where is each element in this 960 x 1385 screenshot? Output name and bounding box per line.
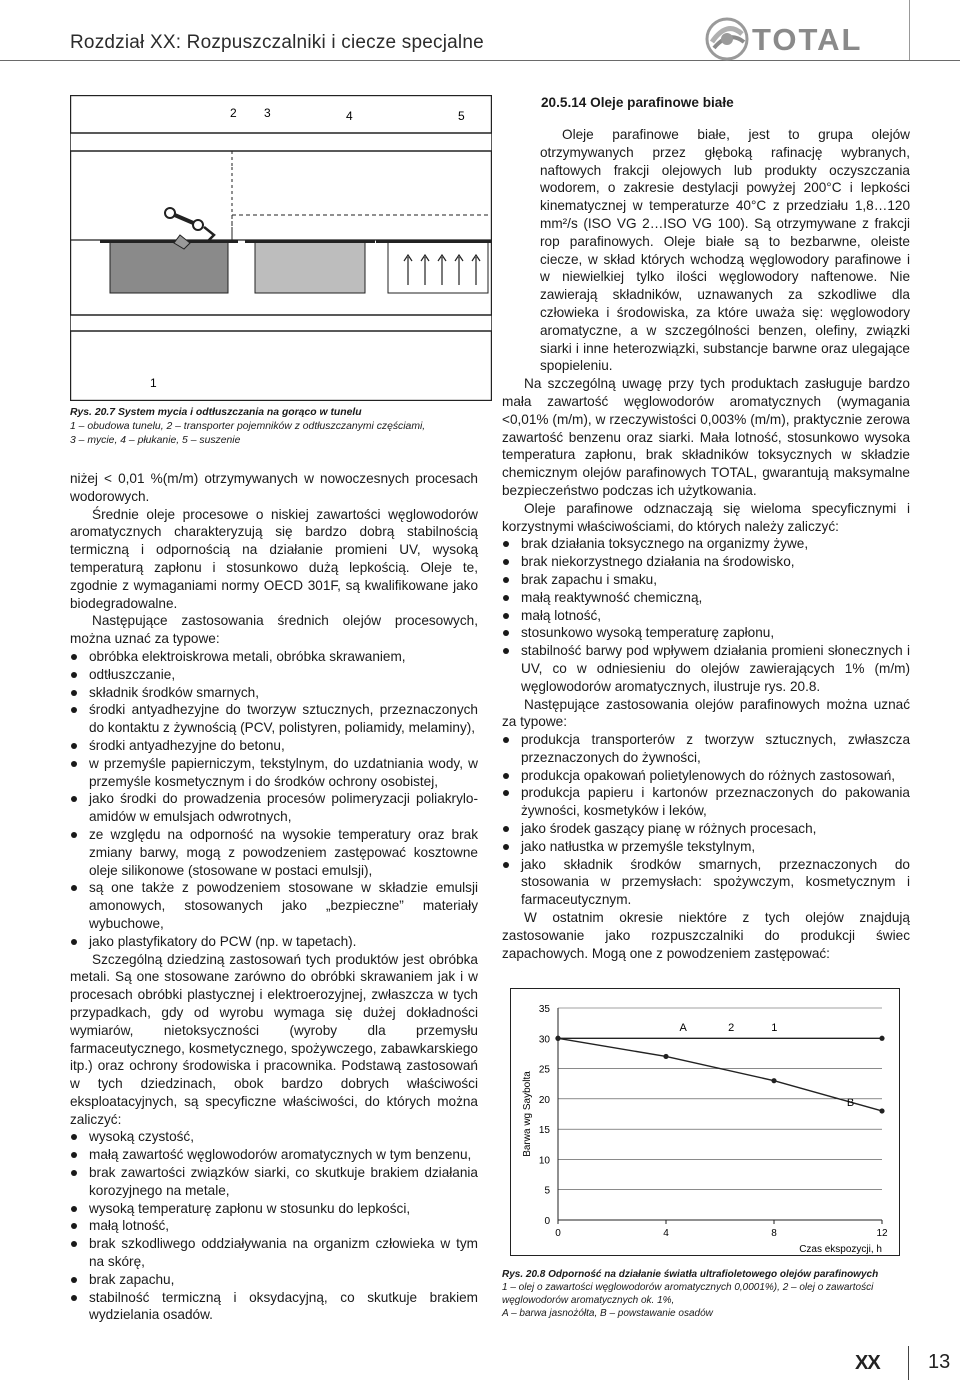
list-item: małą zawartość węglowodorów aromatycznych w tym benzenu, [70, 1146, 478, 1164]
section-title: 20.5.14 Oleje parafinowe białe [541, 95, 734, 110]
list-item: stabilność termiczną i oksydacyjną, co skutkuje brakiem wydzielania osadów. [70, 1289, 478, 1325]
y-tick-label: 15 [538, 1125, 550, 1137]
y-tick-label: 0 [544, 1216, 550, 1227]
list-item: małą lotność, [70, 1217, 478, 1235]
white-oil-applications-list [502, 731, 910, 909]
list-item: brak niekorzystnego działania na środowisko, [502, 553, 910, 571]
diagram-label-1: 1 [150, 376, 157, 390]
figure1-caption-title: Rys. 20.7 System mycia i odtłuszczania na gorąco w tunelu [70, 407, 362, 418]
properties-list [70, 1128, 478, 1324]
list-item: obróbka elektroiskrowa metali, obróbka skrawaniem, [70, 648, 478, 666]
paragraph: Średnie oleje procesowe o niskiej zawartości węglowodorów aromatycznych charakteryzują się bardzo dobrą stabilnością termiczną i odpornością na działanie promieni UV, wysoką temperaturą zapłonu i stosunkowo dużą lepkością. Oleje te, zgodnie z wymaganiami normy OECD 301F, są kwalifikowane jako biodegradowalne. [70, 506, 478, 611]
y-tick-label: 25 [538, 1064, 550, 1076]
tunnel-washing-diagram [70, 95, 492, 401]
paragraph: Następujące zastosowania olejów parafinowych można uznać za typowe: [502, 696, 910, 730]
list-item: są one także z powodzeniem stosowane w składzie emulsji amonowych, stosowanych jako „bezpieczne” materiały wybuchowe, [70, 879, 478, 932]
data-point-2 [879, 1108, 884, 1113]
list-item: produkcja papieru i kartonów przeznaczonych do pakowania żywności, kosmetyków i leków, [502, 784, 910, 820]
left-column [70, 470, 478, 1324]
y-axis-label: Barwa wg Saybolta [522, 1071, 533, 1157]
chart-frame [511, 989, 900, 1256]
uv-resistance-chart [510, 988, 900, 1256]
list-item: brak zapachu, [70, 1271, 478, 1289]
list-item: jako natłustka w przemyśle tekstylnym, [502, 838, 910, 856]
y-tick-label: 30 [538, 1034, 550, 1046]
annotation-A: A [679, 1022, 687, 1035]
data-point-2 [771, 1078, 776, 1083]
list-item: stabilność barwy pod wpływem działania promieni słonecznych i UV, co w odniesieniu do olejów zawierających 1% (m/m) węglowodorów aromatycznych, ilustruje rys. 20.8. [502, 642, 910, 695]
list-item: jako środki do prowadzenia procesów polimeryzacji poliakryloamidów w emulsjach odwrotnych, [70, 790, 478, 826]
list-item: stosunkowo wysoką temperaturę zapłonu, [502, 624, 910, 642]
annotation-1: 1 [771, 1022, 778, 1035]
diagram-label-5: 5 [458, 109, 465, 123]
paragraph: Na szczególną uwagę przy tych produktach zasługuje bardzo mała zawartość węglowodorów aromatycznych (wymagania <0,01% (m/m), w rzeczywistości 0,003% (m/m), praktycznie zerowa zawartość benzenu oraz siarki. Mała lotność, stosunkowo wysoka temperatura zapłonu, brak składników toksycznych w składzie chemicznym olejów parafinowych TOTAL, gwarantują maksymalne bezpieczeństwo podczas ich użytkowania. [502, 376, 910, 498]
page-number: 13 [928, 1351, 951, 1373]
list-item: produkcja opakowań polietylenowych do różnych zastosowań, [502, 767, 910, 785]
annotation-2: 2 [728, 1022, 735, 1035]
list-item: jako środek gaszący pianę w różnych procesach, [502, 820, 910, 838]
paragraph: Oleje parafinowe odznaczają się wieloma specyficznymi i korzystnymi właściwościami, do których należy zaliczyć: [502, 500, 910, 534]
data-point-2 [555, 1036, 560, 1041]
total-logo-text: TOTAL [752, 22, 863, 57]
diagram-label-4: 4 [346, 109, 353, 123]
diagram-label-2: 2 [230, 106, 237, 120]
data-point-2 [663, 1054, 668, 1059]
list-item: małą reaktywność chemiczną, [502, 589, 910, 607]
y-tick-label: 20 [538, 1094, 550, 1106]
x-tick-label: 4 [663, 1228, 669, 1239]
figure2-caption-line: A – barwa jasnożółta, B – powstawanie osadów [502, 1308, 713, 1319]
paragraph: niżej < 0,01 %(m/m) otrzymywanych w nowoczesnych procesach wodorowych. [70, 471, 478, 504]
x-tick-label: 8 [771, 1228, 777, 1239]
list-item: małą lotność, [502, 607, 910, 625]
list-item: wysoką czystość, [70, 1128, 478, 1146]
page-header-title: Rozdział XX: Rozpuszczalniki i ciecze specjalne [70, 32, 484, 53]
x-tick-label: 12 [876, 1228, 888, 1239]
figure1-caption-line: 1 – obudowa tunelu, 2 – transporter pojemników z odtłuszczanymi częściami, [70, 421, 426, 432]
x-axis-label: Czas ekspozycji, h [799, 1244, 882, 1255]
figure2-caption-title: Rys. 20.8 Odporność na działanie światła ultrafioletowego olejów parafinowych [502, 1269, 879, 1280]
header-vertical-rule [909, 0, 910, 60]
paragraph: Następujące zastosowania średnich olejów procesowych, można uznać za typowe: [70, 613, 478, 647]
paragraph: W ostatnim okresie niektóre z tych olejów znajdują zastosowanie jako rozpuszczalniki do produkcji świec zapachowych. Mogą one z powodzeniem zastępować: [502, 910, 910, 961]
list-item: brak działania toksycznego na organizmy żywe, [502, 535, 910, 553]
figure2-caption [502, 1268, 902, 1320]
list-item: składnik środków smarnych, [70, 684, 478, 702]
figure2-caption-line: 1 – olej o zawartości węglowodorów aromatycznych 0,0001%), 2 – olej o zawartości węglowodorów aromatycznych ok. 1%, [502, 1282, 874, 1306]
footer-divider [908, 1346, 909, 1380]
list-item: jako składnik środków smarnych, przeznaczonych do stosowania w przemysłach: spożywczym, kosmetycznym i farmaceutycznym. [502, 856, 910, 909]
list-item: produkcja transporterów z tworzyw sztucznych, zwłaszcza przeznaczonych do żywności, [502, 731, 910, 767]
figure1-caption [70, 406, 492, 448]
header-divider [0, 60, 960, 61]
list-item: w przemyśle papierniczym, tekstylnym, do uzdatniania wody, w przemyśle kosmetycznym i do środków ochrony osobistej, [70, 755, 478, 791]
paragraph: Szczególną dziedziną zastosowań tych produktów jest obróbka metali. Są one stosowane zarówno do obróbki skrawaniem jak i w procesach obróbki plastycznej i elektroerozyjnej, zwłaszcza w tych przypadkach, gdy od wyrobu wymaga się dużej dokładności wymiarów, nietoksyczności (wyroby dla przemysłu farmaceutycznego, kosmetycznego, spożywczego, zabawkarskiego itp.) oraz ochrony środowiska i pracownika. Podstawą zastosowań w tych dziedzinach, obok bardzo dobrych właściwości eksploatacyjnych, są specyficzne właściwości, do których można zaliczyć: [70, 951, 478, 1127]
white-oil-properties-list [502, 535, 910, 695]
applications-list [70, 648, 478, 951]
list-item: jako plastyfikatory do PCW (np. w tapetach). [70, 933, 478, 951]
list-item: brak zapachu i smaku, [502, 571, 910, 589]
chapter-marker: XX [855, 1352, 880, 1374]
paragraph: Oleje parafinowe białe, jest to grupa olejów otrzymywanych przez głęboką rafinację wybranych, naftowych frakcji olejowych lub produkty oczyszczania wodorem, o zakresie destylacji powyżej 200°C i lepkości kinematycznej w temperaturze 40°C z przedziału 1,8…120 mm²/s (ISO VG 2…ISO VG 100). Są otrzymywane z frakcji rop parafinowych. Oleje białe są to bezbarwne, oleiste ciecze, w skład których wchodzą węglowodory parafinowe i w niewielkiej tylko ilości węglowodory naftenowe. Nie zawierają składników, uznawanych za szkodliwe dla człowieka i środowiska, za które uważa się: węglowodory aromatyczne, a w szczególności benzen, olefiny, związki siarki i inne heterozwiązki, substancje barwne oraz ulegające spopieleniu. [540, 127, 910, 374]
list-item: odtłuszczanie, [70, 666, 478, 684]
data-point-1 [879, 1036, 884, 1041]
right-column [502, 126, 910, 962]
annotation-B: B [846, 1097, 855, 1110]
list-item: wysoką temperaturę zapłonu w stosunku do lepkości, [70, 1200, 478, 1218]
y-tick-label: 5 [544, 1185, 550, 1197]
x-tick-label: 0 [555, 1228, 561, 1239]
y-tick-label: 35 [538, 1004, 550, 1015]
list-item: ze względu na odporność na wysokie temperatury oraz brak zmiany barwy, mogą z powodzeniem zastępować kosztowne oleje silikonowe (stosowane w postaci emulsji), [70, 826, 478, 879]
list-item: brak szkodliwego oddziaływania na organizm człowieka w tym na skórę, [70, 1235, 478, 1271]
list-item: środki antyadhezyjne do betonu, [70, 737, 478, 755]
figure1-caption-line: 3 – mycie, 4 – płukanie, 5 – suszenie [70, 435, 241, 446]
total-logo-icon [704, 16, 750, 62]
diagram-label-3: 3 [264, 106, 271, 120]
y-tick-label: 10 [538, 1155, 550, 1167]
list-item: brak zawartości związków siarki, co skutkuje brakiem działania korozyjnego na metale, [70, 1164, 478, 1200]
list-item: środki antyadhezyjne do tworzyw sztucznych, przeznaczonych do kontaktu z żywnością (PCV, polistyren, poliamidy, melaminy), [70, 701, 478, 737]
